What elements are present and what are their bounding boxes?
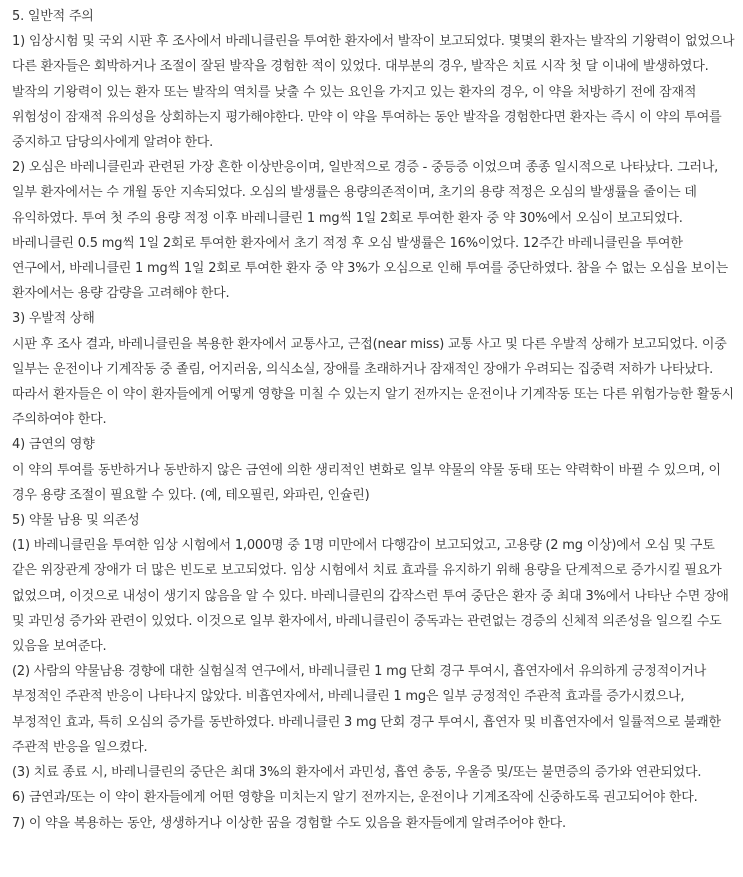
subheading-smoking-cessation-effect: 4) 금연의 영향: [12, 437, 95, 453]
paragraph-dreams: 7) 이 약을 복용하는 동안, 생생하거나 이상한 꿈을 경험할 수도 있음을 환자들에게 알려주어야 한다.: [12, 815, 566, 831]
section-heading: 5. 일반적 주의: [12, 9, 94, 24]
paragraph-accidental-injury: 시판 후 조사 결과, 바레니클린을 복용한 환자에서 교통사고, 근접(near miss) 교통 사고 및 다른 우발적 상해가 보고되었다. 이중 일부는 운전이나 기계작동 중 졸림, 어지러움, 의식소실, 장애를 초래하거나 잠재적인 장애가 우려되는 집중력 저하가 나타났다. 따라서 환자들은 이 약이 환자들에게 어떻게 영향을 미칠 수 있는지 알기 전까지는 운전이나 기계작동 또는 다른 위험가능한 활동시 주의하여야 한다.: [12, 336, 734, 428]
paragraph-driving-caution: 6) 금연과/또는 이 약이 환자들에게 어떤 영향을 미치는지 알기 전까지는, 운전이나 기계조작에 신중하도록 권고되어야 한다.: [12, 790, 698, 806]
paragraph-nausea: 2) 오심은 바레니클린과 관련된 가장 흔한 이상반응이며, 일반적으로 경증 - 중등증 이었으며 종종 일시적으로 나타났다. 그러나, 일부 환자에서는 수 개월 동안 지속되었다. 오심의 발생률은 용량의존적이며, 초기의 용량 적정은 오심의 발생률을 줄이는 데 유익하였다. 투여 첫 주의 용량 적정 이후 바레니클린 1 mg씩 1일 2회로 투여한 환자 중 약 30%에서 오심이 보고되었다. 바레니클린 0.5 mg씩 1일 2회로 투여한 환자에서 초기 적정 후 오심 발생률은 16%이었다. 12주간 바레니클린을 투여한 연구에서, 바레니클린 1 mg씩 1일 2회로 투여한 환자 중 약 3%가 오심으로 인해 투여를 중단하였다. 참을 수 없는 오심을 보이는 환자에서는 용량 감량을 고려해야 한다.: [12, 160, 728, 302]
paragraph-drug-abuse-1: (1) 바레니클린을 투여한 임상 시험에서 1,000명 중 1명 미만에서 다행감이 보고되었고, 고용량 (2 mg 이상)에서 오심 및 구토 같은 위장관계 장애가 더 많은 빈도로 보고되었다. 임상 시험에서 치료 효과를 유지하기 위해 용량을 단계적으로 증가시킬 필요가 없었으며, 이것으로 내성이 생기지 않음을 알 수 있다. 바레니클린의 갑작스런 투여 중단은 환자 중 최대 3%에서 나타난 수면 장애 및 과민성 증가와 관련이 있었다. 이것으로 일부 환자에서, 바레니클린이 중독과는 관련없는 경증의 신체적 의존성을 일으킬 수도 있음을 보여준다.: [12, 538, 729, 655]
subheading-accidental-injury: 3) 우발적 상해: [12, 311, 95, 327]
paragraph-drug-abuse-3: (3) 치료 종료 시, 바레니클린의 중단은 최대 3%의 환자에서 과민성, 흡연 충동, 우울증 및/또는 불면증의 증가와 연관되었다.: [12, 765, 702, 781]
paragraph-smoking-cessation-effect: 이 약의 투여를 동반하거나 동반하지 않은 금연에 의한 생리적인 변화로 일부 약물의 약물 동태 또는 약력학이 바뀔 수 있으며, 이 경우 용량 조절이 필요할 수 있다. (예, 테오필린, 와파린, 인슐린): [12, 462, 721, 503]
paragraph-drug-abuse-2: (2) 사람의 약물남용 경향에 대한 실험실적 연구에서, 바레니클린 1 mg 단회 경구 투여시, 흡연자에서 유의하게 긍정적이거나 부정적인 주관적 반응이 나타나지 않았다. 비흡연자에서, 바레니클린 1 mg은 일부 긍정적인 주관적 효과를 증가시켰으나, 부정적인 효과, 특히 오심의 증가를 동반하였다. 바레니클린 3 mg 단회 경구 투여시, 흡연자 및 비흡연자에서 일률적으로 불쾌한 주관적 반응을 일으켰다.: [12, 664, 721, 755]
paragraph-seizure: 1) 임상시험 및 국외 시판 후 조사에서 바레니클린을 투여한 환자에서 발작이 보고되었다. 몇몇의 환자는 발작의 기왕력이 없었으나 다른 환자들은 회박하거나 조절이 잘된 발작을 경험한 적이 있었다. 대부분의 경우, 발작은 치료 시작 첫 달 이내에 발생하였다. 발작의 기왕력이 있는 환자 또는 발작의 역치를 낮출 수 있는 요인을 가지고 있는 환자의 경우, 이 약을 처방하기 전에 잠재적 위험성이 잠재적 유의성을 상회하는지 평가해야한다. 만약 이 약을 투여하는 동안 발작을 경험한다면 환자는 즉시 이 약의 투여를 중지하고 담당의사에게 알려야 한다.: [12, 34, 735, 151]
subheading-drug-abuse: 5) 약물 남용 및 의존성: [12, 513, 140, 529]
